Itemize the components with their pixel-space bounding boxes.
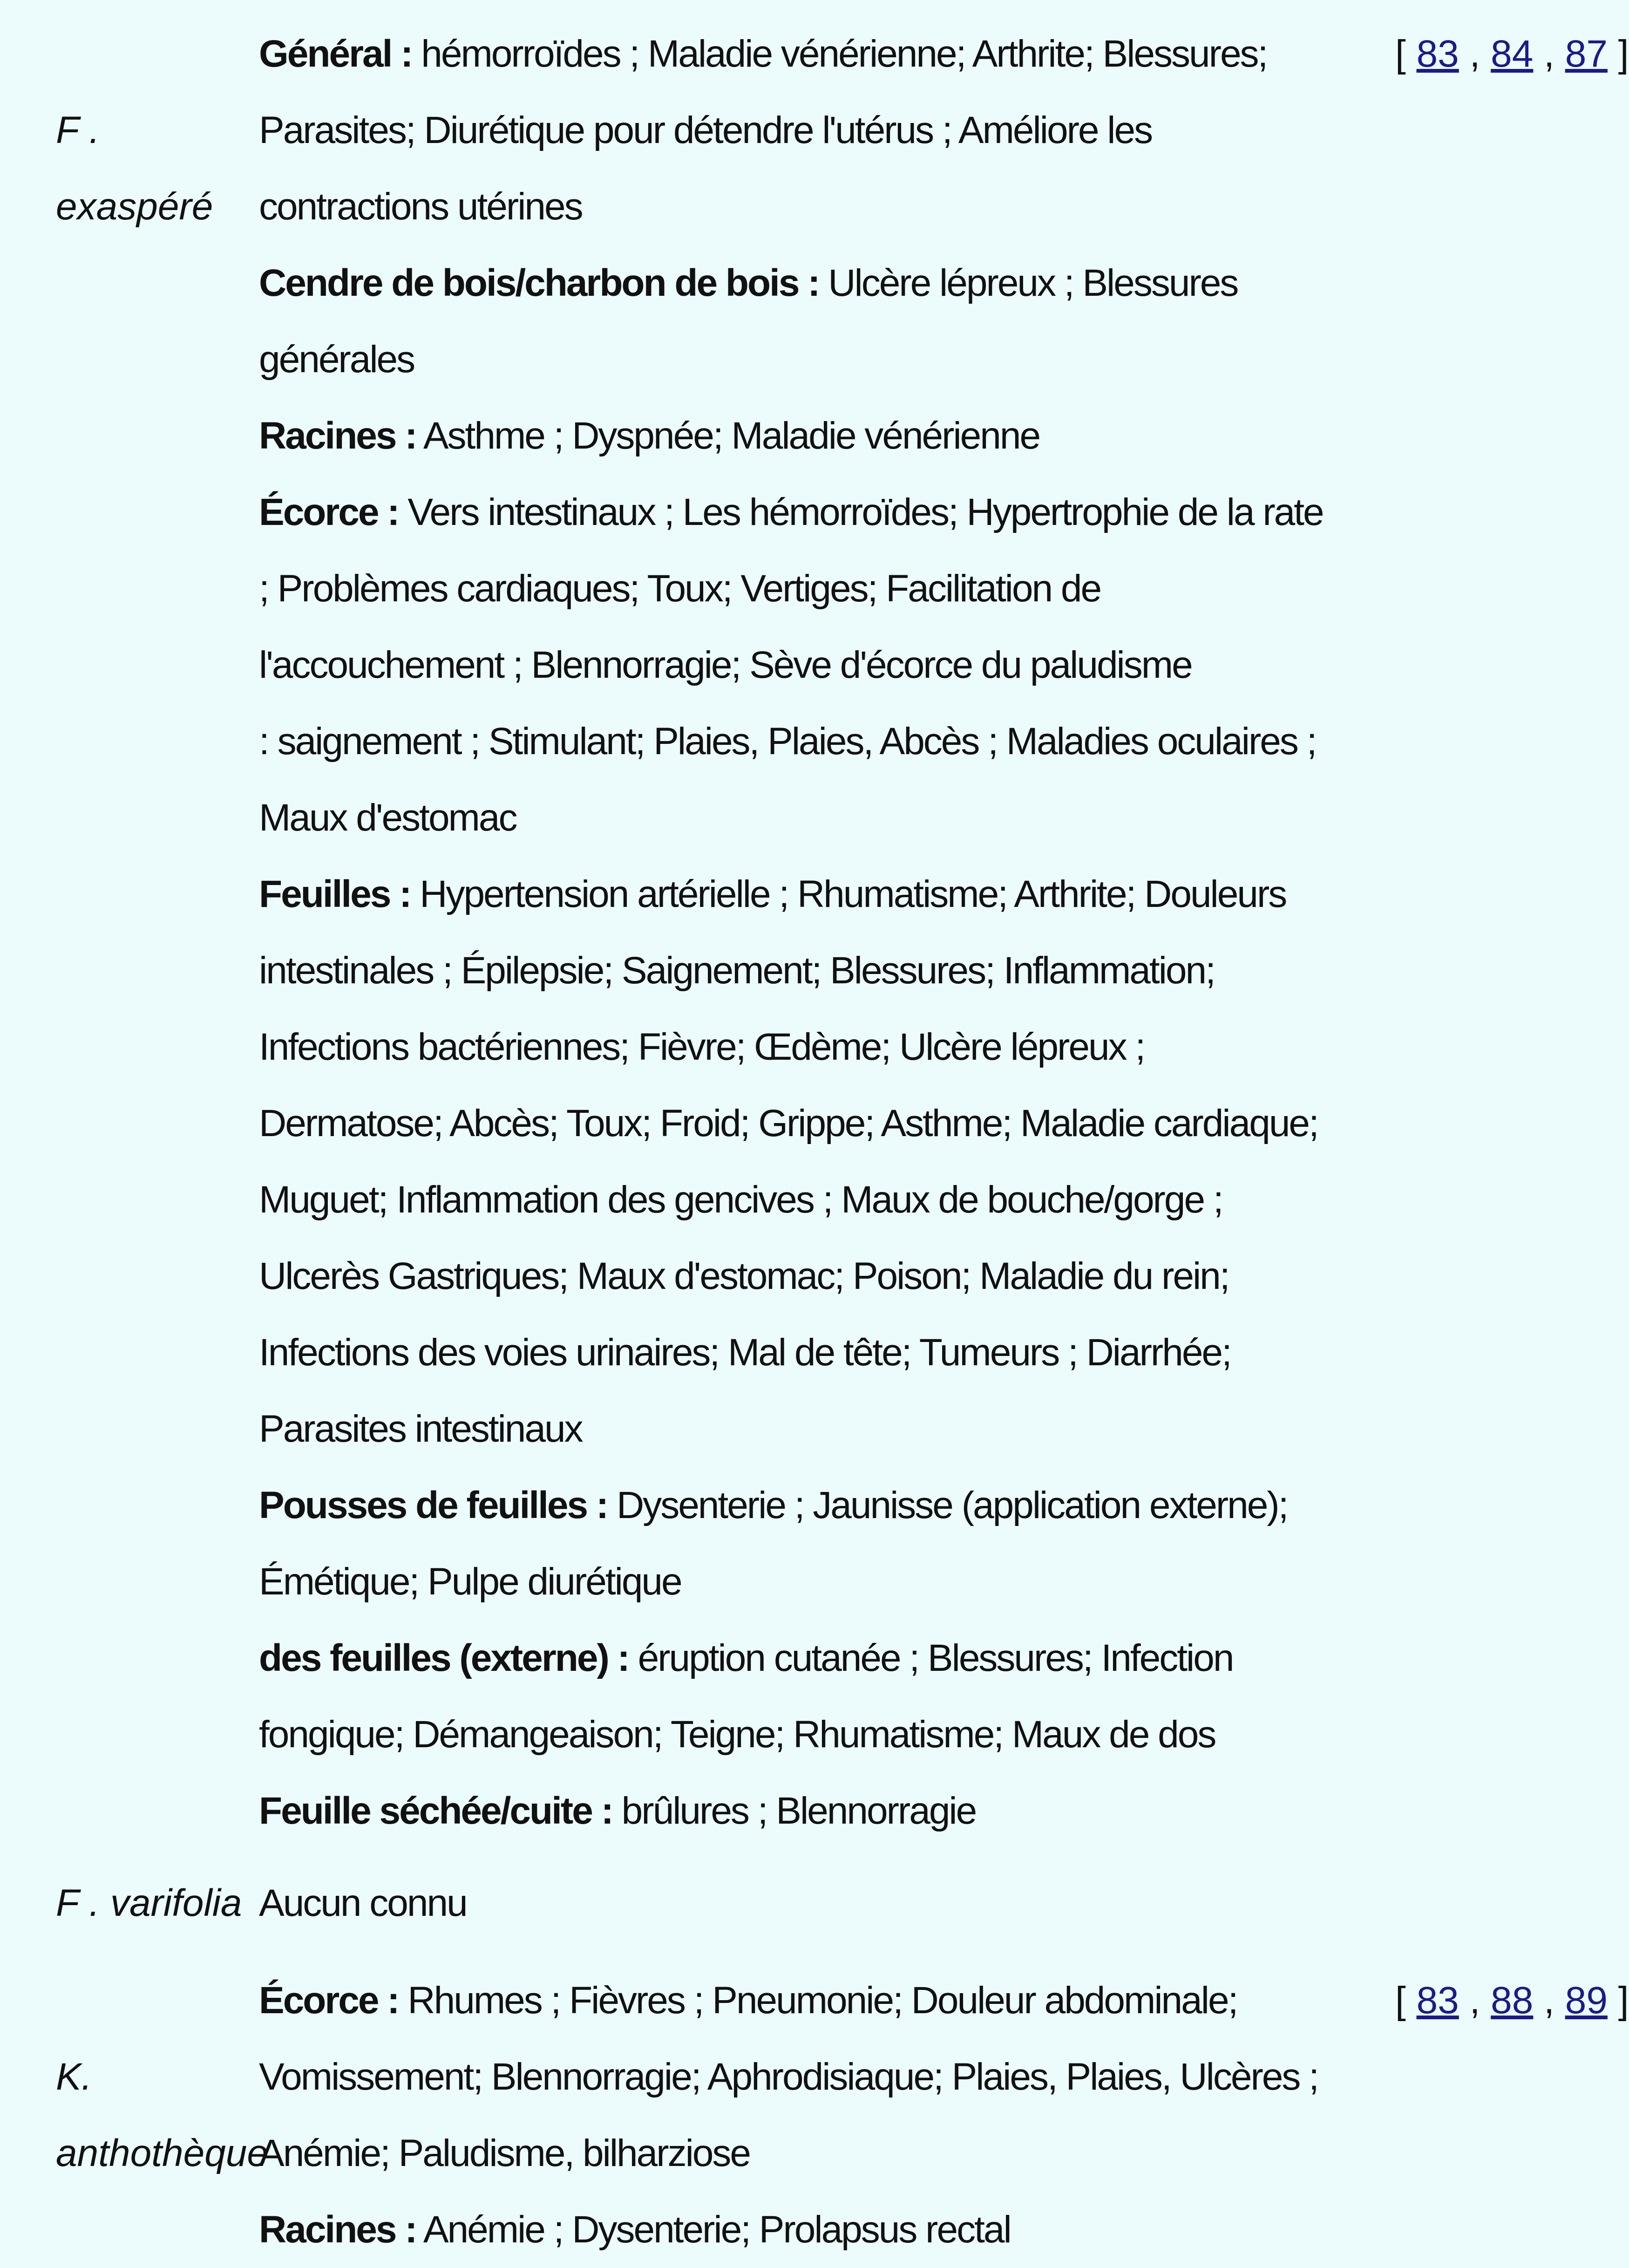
use-entry <box>259 1773 1335 1849</box>
uses-cell <box>259 16 1335 1849</box>
reference-link[interactable]: 83 <box>1416 1979 1459 2022</box>
use-text: Anémie ; Dysenterie; Prolapsus rectal <box>416 2208 1011 2251</box>
table-row <box>56 0 1629 1849</box>
plant-part-label: Cendre de bois/charbon de bois : <box>259 262 819 304</box>
plant-part-label: Racines : <box>259 2208 416 2251</box>
use-entry <box>259 2192 1335 2268</box>
use-entry <box>259 398 1335 474</box>
use-text: Rhumes ; Fièvres ; Pneumonie; Douleur abdominale; Vomissement; Blennorragie; Aphrodisiaque; Plaies, Plaies, Ulcères ; Anémie; Paludisme, bilharziose <box>259 1979 1318 2174</box>
references-cell: [ 83 , 88 , 89 ] <box>1395 1979 1629 2022</box>
plant-part-label: des feuilles (externe) : <box>259 1637 629 1679</box>
use-entry <box>259 1467 1335 1620</box>
species-name: F . varifolia <box>56 1882 242 1924</box>
reference-link[interactable]: 87 <box>1565 33 1608 75</box>
use-text: Ulcère lépreux ; Blessures générales <box>259 262 1238 381</box>
table-row <box>56 1962 1629 2268</box>
use-entry <box>259 1865 1335 1941</box>
reference-link[interactable]: 88 <box>1491 1979 1534 2022</box>
use-text: Vers intestinaux ; Les hémorroïdes; Hypertrophie de la rate ; Problèmes cardiaques; Toux; Vertiges; Facilitation de l'accouchement ; Blennorragie; Sève d'écorce du paludisme <box>259 491 1323 686</box>
use-entry <box>259 856 1335 1467</box>
use-text: hémorroïdes ; Maladie vénérienne; Arthrite; Blessures; Parasites; Diurétique pour détendre l'utérus ; Améliore les contractions utérines <box>259 33 1267 228</box>
plant-part-label: Pousses de feuilles : <box>259 1484 608 1526</box>
use-text: Dysenterie ; Jaunisse (application externe); Émétique; Pulpe diurétique <box>259 1484 1288 1603</box>
use-entry <box>259 1962 1335 2192</box>
reference-link[interactable]: 83 <box>1416 33 1459 75</box>
plant-part-label: Général : <box>259 33 412 75</box>
plant-part-label: Feuille séchée/cuite : <box>259 1790 612 1832</box>
plant-part-label: Racines : <box>259 415 416 457</box>
use-entry <box>259 245 1335 398</box>
species-name: K. anthothèque <box>56 2056 269 2174</box>
use-entry <box>259 1620 1335 1773</box>
plant-part-label: Écorce : <box>259 491 399 533</box>
use-entry <box>259 16 1335 245</box>
reference-link[interactable]: 89 <box>1565 1979 1608 2022</box>
use-text: éruption cutanée ; Blessures; Infection fongique; Démangeaison; Teigne; Rhumatisme; Maux de dos <box>259 1637 1233 1756</box>
reference-link[interactable]: 84 <box>1491 33 1534 75</box>
plant-part-label: Feuilles : <box>259 873 411 915</box>
use-text: Asthme ; Dyspnée; Maladie vénérienne <box>416 415 1040 457</box>
table-row <box>56 1865 1584 1941</box>
use-text: Aucun connu <box>259 1882 467 1924</box>
use-entry <box>259 703 1335 856</box>
species-name: F . exaspéré <box>56 109 213 228</box>
use-entry <box>259 474 1335 703</box>
references-cell: [ 83 , 84 , 87 ] <box>1395 33 1629 75</box>
use-text: Hypertension artérielle ; Rhumatisme; Arthrite; Douleurs intestinales ; Épilepsie; Saignement; Blessures; Inflammation; Infections bactériennes; Fièvre; Œdème; Ulcère lépreux ; Dermatose; Abcès; Toux; Froid; Grippe; Asthme; Maladie cardiaque; Muguet; Inflammation des gencives ; Maux de bouche/gorge ; Ulcerès Gastriques; Maux d'estomac; Poison; Maladie du rein; Infections des voies urinaires; Mal de tête; Tumeurs ; Diarrhée; Parasites intestinaux <box>259 873 1318 1450</box>
uses-cell <box>259 1962 1335 2268</box>
use-text: : saignement ; Stimulant; Plaies, Plaies, Abcès ; Maladies oculaires ; Maux d'estomac <box>259 720 1316 839</box>
plant-part-label: Écorce : <box>259 1979 399 2022</box>
use-text: brûlures ; Blennorragie <box>612 1790 976 1832</box>
uses-cell <box>259 1865 1335 1941</box>
